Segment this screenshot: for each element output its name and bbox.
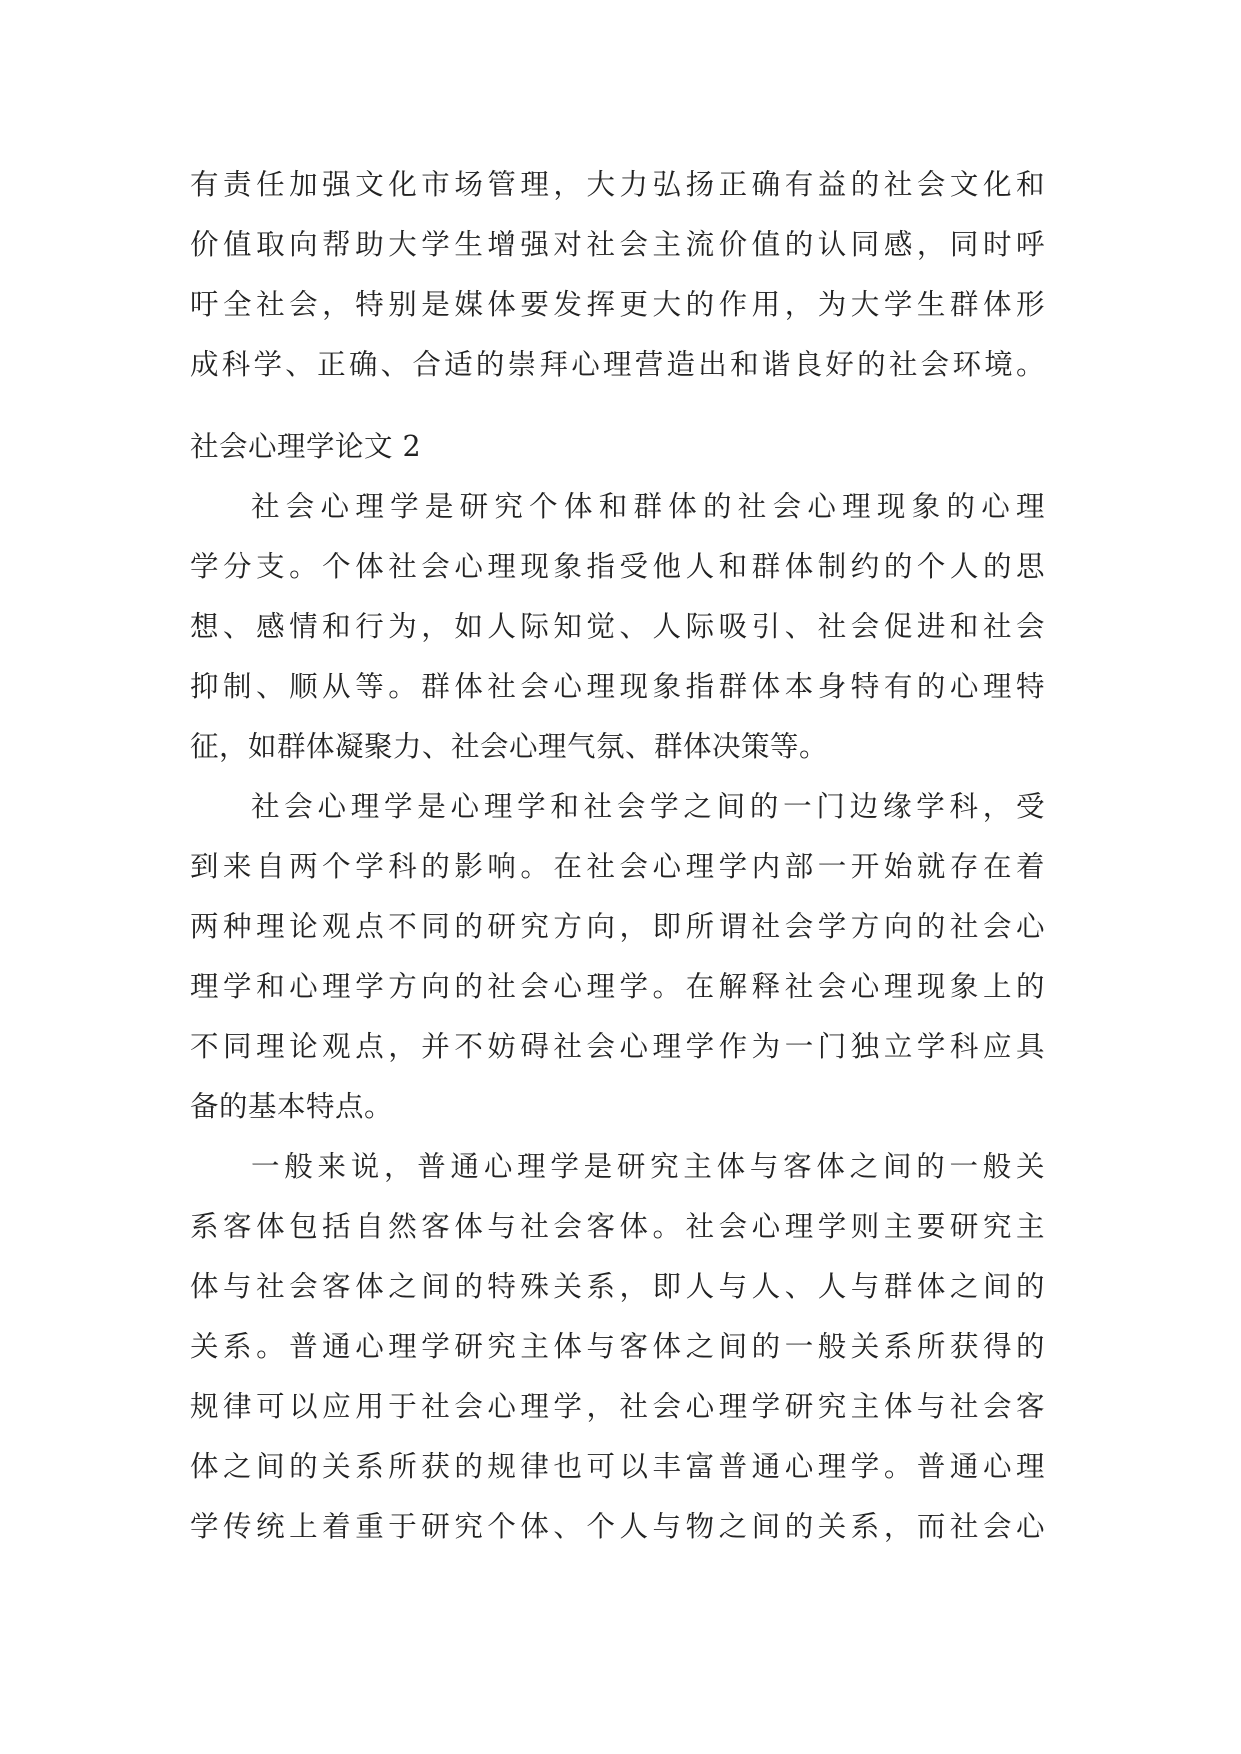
text-line: 体与社会客体之间的特殊关系，即人与人、人与群体之间的 xyxy=(190,1270,1045,1303)
paragraph-2 xyxy=(190,777,1045,1137)
text-line: 抑制、顺从等。群体社会心理现象指群体本身特有的心理特 xyxy=(190,670,1045,703)
text-line: 成科学、正确、合适的崇拜心理营造出和谐良好的社会环境。 xyxy=(190,348,1045,381)
text-line: 规律可以应用于社会心理学，社会心理学研究主体与社会客 xyxy=(190,1390,1045,1423)
text-line: 关系。普通心理学研究主体与客体之间的一般关系所获得的 xyxy=(190,1330,1045,1363)
text-line: 体之间的关系所获的规律也可以丰富普通心理学。普通心理 xyxy=(190,1450,1045,1483)
text-line: 一般来说，普通心理学是研究主体与客体之间的一般关 xyxy=(251,1150,1045,1183)
text-line: 社会心理学是研究个体和群体的社会心理现象的心理 xyxy=(251,490,1045,523)
document-body xyxy=(190,155,1045,1557)
text-line: 征，如群体凝聚力、社会心理气氛、群体决策等。 xyxy=(190,730,829,763)
text-line: 备的基本特点。 xyxy=(190,1090,394,1123)
text-line: 有责任加强文化市场管理，大力弘扬正确有益的社会文化和 xyxy=(190,168,1045,201)
paragraph-3 xyxy=(190,1137,1045,1557)
text-line: 想、感情和行为，如人际知觉、人际吸引、社会促进和社会 xyxy=(190,610,1045,643)
text-line: 理学和心理学方向的社会心理学。在解释社会心理现象上的 xyxy=(190,970,1045,1003)
text-line: 社会心理学是心理学和社会学之间的一门边缘学科，受 xyxy=(251,790,1045,823)
text-line: 价值取向帮助大学生增强对社会主流价值的认同感，同时呼 xyxy=(190,228,1045,261)
text-line: 两种理论观点不同的研究方向，即所谓社会学方向的社会心 xyxy=(190,910,1045,943)
text-line: 吁全社会，特别是媒体要发挥更大的作用，为大学生群体形 xyxy=(190,288,1045,321)
paragraph-1 xyxy=(190,477,1045,777)
text-line: 学传统上着重于研究个体、个人与物之间的关系，而社会心 xyxy=(190,1510,1045,1543)
text-line: 不同理论观点，并不妨碍社会心理学作为一门独立学科应具 xyxy=(190,1030,1045,1063)
text-line: 系客体包括自然客体与社会客体。社会心理学则主要研究主 xyxy=(190,1210,1045,1243)
spacer xyxy=(190,395,1045,417)
text-line: 学分支。个体社会心理现象指受他人和群体制约的个人的思 xyxy=(190,550,1045,583)
section-heading: 社会心理学论文 2 xyxy=(190,430,422,463)
intro-paragraph xyxy=(190,155,1045,395)
text-line: 到来自两个学科的影响。在社会心理学内部一开始就存在着 xyxy=(190,850,1045,883)
